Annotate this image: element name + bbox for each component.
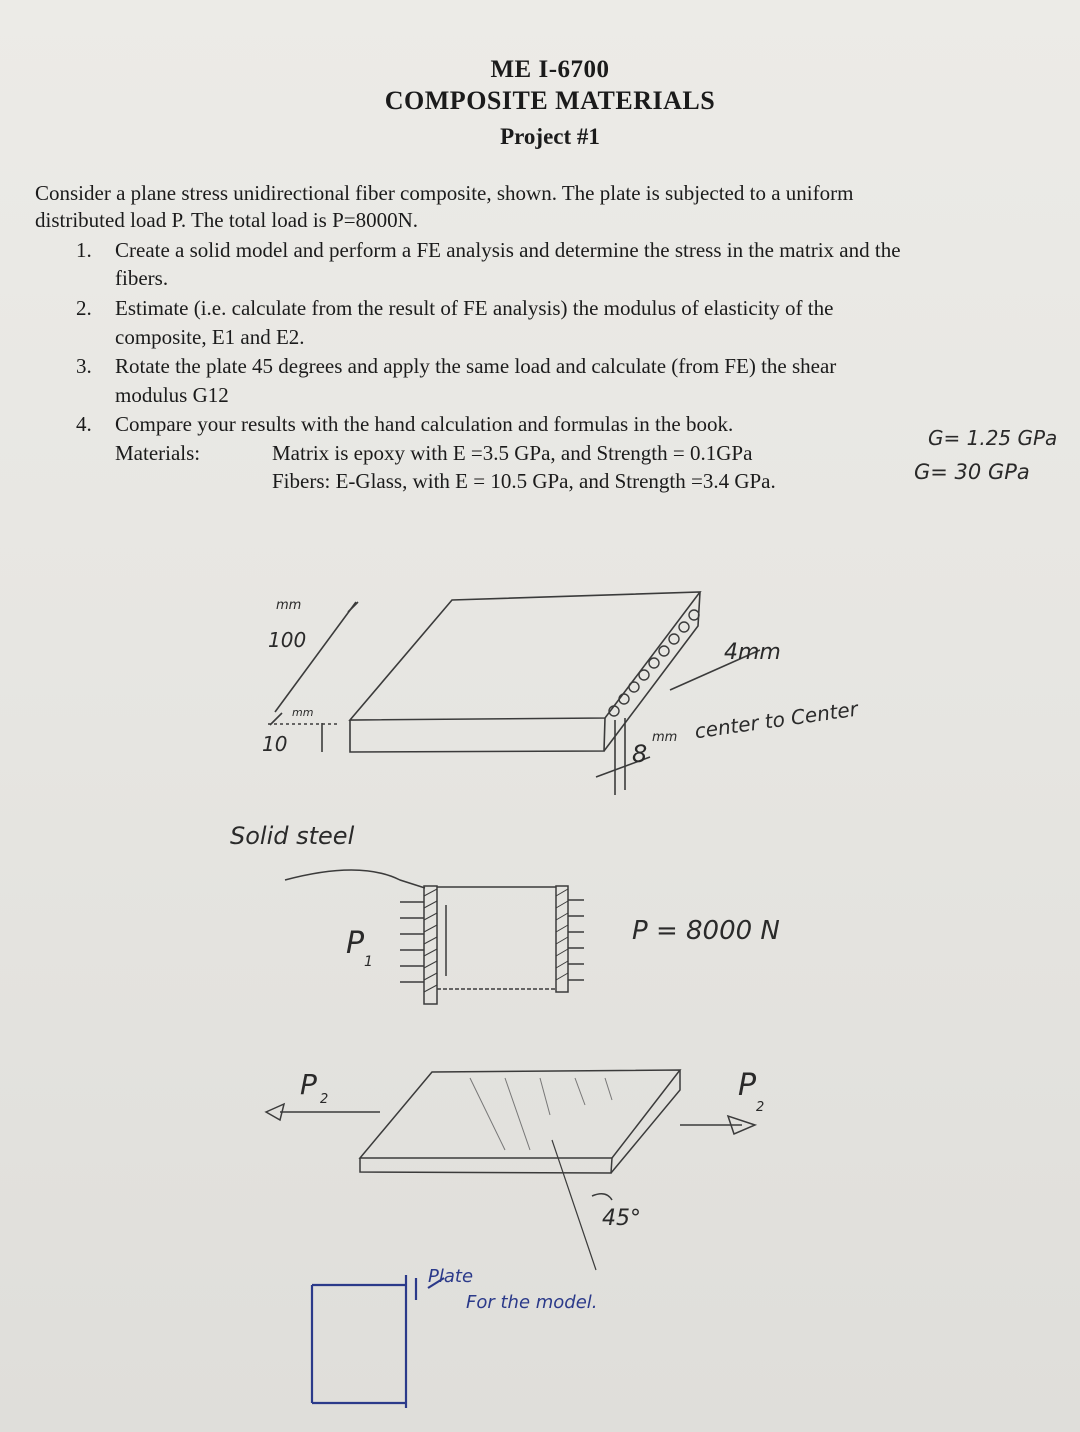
- task-4-line-1: Compare your results with the hand calculation and formulas in the book.: [115, 412, 734, 436]
- task-number-2: 2.: [76, 296, 92, 320]
- p1-subscript: 1: [364, 954, 373, 970]
- p2-right-subscript: 2: [756, 1100, 765, 1115]
- dim-100: 100: [268, 628, 307, 652]
- angle-label: 45°: [602, 1206, 641, 1231]
- p1-label: P: [346, 926, 365, 961]
- fiber-ends: [609, 610, 699, 716]
- task-3-line-1: Rotate the plate 45 degrees and apply the same load and calculate (from FE) the shear: [115, 354, 837, 378]
- p2-left-subscript: 2: [320, 1092, 329, 1107]
- dim-mm-small: mm: [292, 706, 314, 719]
- intro-line-1: Consider a plane stress unidirectional fiber composite, shown. The plate is subjected to a uniform: [35, 181, 854, 205]
- intro-line-2: distributed load P. The total load is P=8000N.: [35, 208, 419, 232]
- dim-mm-8: mm: [652, 730, 678, 745]
- g-matrix-note: G= 1.25 GPa: [928, 426, 1058, 450]
- g-fiber-note: G= 30 GPa: [914, 460, 1030, 484]
- load-diagram-sketch: [285, 870, 584, 1004]
- model-note: For the model.: [466, 1292, 598, 1313]
- task-1-line-1: Create a solid model and perform a FE analysis and determine the stress in the matrix and the: [115, 238, 901, 262]
- p2-right-label: P: [738, 1068, 757, 1103]
- dim-10: 10: [262, 732, 288, 756]
- fiber-lines: [470, 1078, 612, 1150]
- p2-left-label: P: [300, 1068, 317, 1101]
- course-title: COMPOSITE MATERIALS: [384, 86, 716, 115]
- solid-steel-label: Solid steel: [230, 822, 355, 850]
- matrix-properties: Matrix is epoxy with E =3.5 GPa, and Strength = 0.1GPa: [272, 441, 753, 465]
- fiber-properties: Fibers: E-Glass, with E = 10.5 GPa, and Strength =3.4 GPa.: [272, 469, 776, 493]
- plate-note: Plate: [428, 1266, 474, 1287]
- project-title: Project #1: [500, 124, 600, 149]
- dim-mm-top: mm: [276, 598, 302, 613]
- center-to-center-note: center to Center: [693, 696, 860, 744]
- rotated-plate-sketch: [266, 1070, 755, 1270]
- course-code: ME I-6700: [490, 56, 610, 83]
- task-number-1: 1.: [76, 238, 92, 262]
- p1-value: P = 8000 N: [632, 916, 780, 946]
- materials-label: Materials:: [115, 441, 201, 465]
- task-2-line-2: composite, E1 and E2.: [115, 325, 305, 349]
- dim-8: 8: [632, 740, 648, 768]
- task-1-line-2: fibers.: [115, 266, 169, 290]
- dim-4mm: 4mm: [724, 640, 781, 665]
- task-3-line-2: modulus G12: [115, 383, 229, 407]
- task-number-4: 4.: [76, 412, 92, 436]
- task-number-3: 3.: [76, 354, 92, 378]
- task-2-line-1: Estimate (i.e. calculate from the result of FE analysis) the modulus of elasticity of the: [115, 296, 834, 320]
- pen-plate-sketch: [312, 1275, 444, 1408]
